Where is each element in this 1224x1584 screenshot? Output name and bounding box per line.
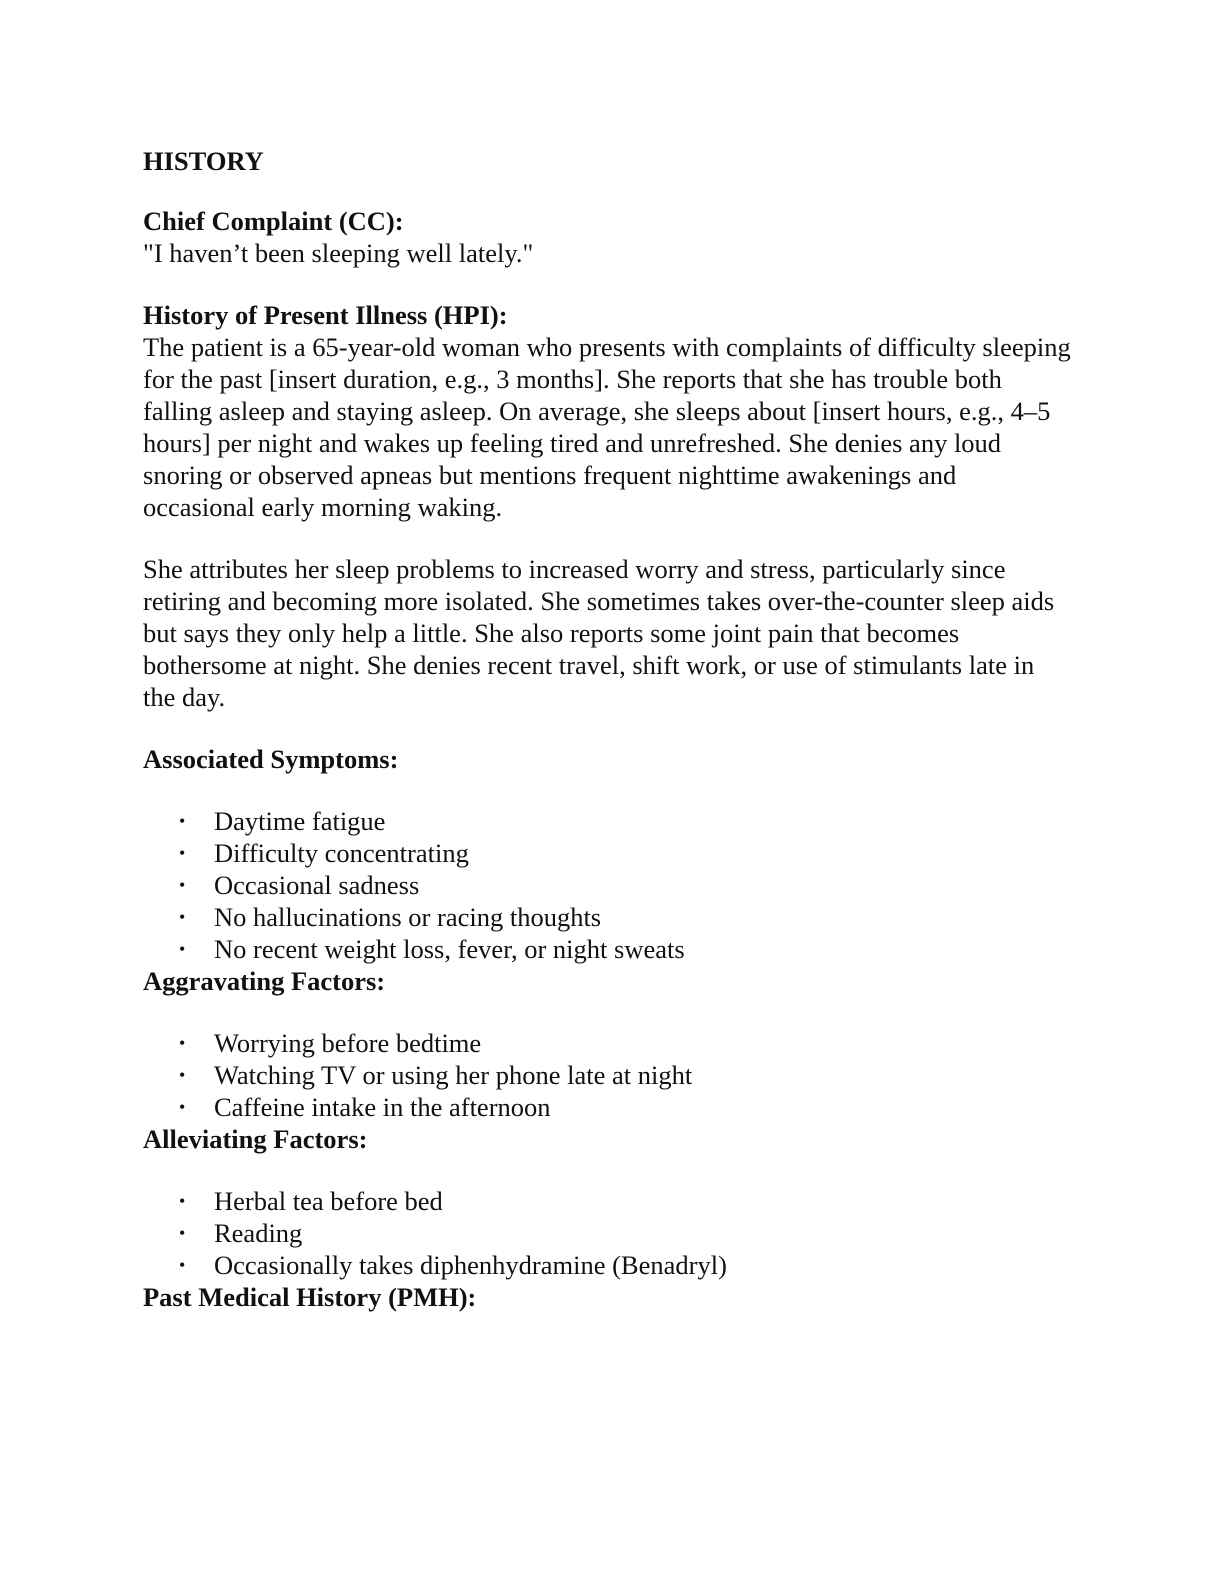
list-item: [143, 1059, 1073, 1091]
bullet-icon: •: [179, 875, 186, 895]
list-item-text: Herbal tea before bed: [214, 1186, 443, 1216]
pmh-section: [143, 1281, 1073, 1313]
aggravating-factors-section: [143, 965, 1073, 1123]
list-item-text: Watching TV or using her phone late at night: [214, 1060, 693, 1090]
bullet-icon: •: [179, 1191, 186, 1211]
hpi-heading: History of Present Illness (HPI):: [143, 300, 508, 330]
chief-complaint-text: "I haven’t been sleeping well lately.": [143, 238, 534, 268]
list-item: [143, 1217, 1073, 1249]
list-item-text: Difficulty concentrating: [214, 838, 469, 868]
list-item: [143, 1249, 1073, 1281]
bullet-icon: •: [179, 1033, 186, 1053]
associated-symptoms-heading: Associated Symptoms:: [143, 744, 399, 774]
aggravating-factors-heading: Aggravating Factors:: [143, 966, 386, 996]
bullet-icon: •: [179, 843, 186, 863]
list-item: [143, 869, 1073, 901]
bullet-icon: •: [179, 1255, 186, 1275]
bullet-icon: •: [179, 1223, 186, 1243]
list-item-text: Reading: [214, 1218, 303, 1248]
list-item: [143, 837, 1073, 869]
page-title: HISTORY: [143, 146, 264, 176]
alleviating-factors-section: [143, 1123, 1073, 1281]
hpi-paragraph: The patient is a 65-year-old woman who presents with complaints of difficulty sleeping for the past [insert duration, e.g., 3 months]. She reports that she has trouble both falling asleep and staying asleep. On average, she sleeps about [insert hours, e.g., 4–5 hours] per night and wakes up feeling tired and unrefreshed. She denies any loud snoring or observed apneas but mentions frequent nighttime awakenings and occasional early morning waking.: [143, 332, 1071, 522]
bullet-icon: •: [179, 1065, 186, 1085]
bullet-icon: •: [179, 1097, 186, 1117]
list-item: [143, 805, 1073, 837]
chief-complaint-heading: Chief Complaint (CC):: [143, 206, 404, 236]
list-item: [143, 1091, 1073, 1123]
list-item-text: No recent weight loss, fever, or night sweats: [214, 934, 685, 964]
list-item-text: Occasional sadness: [214, 870, 420, 900]
list-item-text: Occasionally takes diphenhydramine (Benadryl): [214, 1250, 727, 1280]
list-item-text: Daytime fatigue: [214, 806, 386, 836]
hpi-paragraph: She attributes her sleep problems to increased worry and stress, particularly since retiring and becoming more isolated. She sometimes takes over-the-counter sleep aids but says they only help a little. She also reports some joint pain that becomes bothersome at night. She denies recent travel, shift work, or use of stimulants late in the day.: [143, 554, 1055, 712]
list-item-text: Worrying before bedtime: [214, 1028, 482, 1058]
aggravating-factors-list: [143, 1027, 1073, 1123]
bullet-icon: •: [179, 811, 186, 831]
pmh-heading: Past Medical History (PMH):: [143, 1282, 477, 1312]
associated-symptoms-section: [143, 743, 1073, 965]
list-item-text: No hallucinations or racing thoughts: [214, 902, 602, 932]
list-item: [143, 901, 1073, 933]
chief-complaint-section: [143, 205, 1073, 269]
list-item: [143, 1185, 1073, 1217]
list-item: [143, 1027, 1073, 1059]
list-item-text: Caffeine intake in the afternoon: [214, 1092, 551, 1122]
alleviating-factors-list: [143, 1185, 1073, 1281]
bullet-icon: •: [179, 939, 186, 959]
document-page: [143, 145, 1073, 1313]
associated-symptoms-list: [143, 805, 1073, 965]
hpi-section: [143, 299, 1073, 713]
alleviating-factors-heading: Alleviating Factors:: [143, 1124, 368, 1154]
list-item: [143, 933, 1073, 965]
bullet-icon: •: [179, 907, 186, 927]
